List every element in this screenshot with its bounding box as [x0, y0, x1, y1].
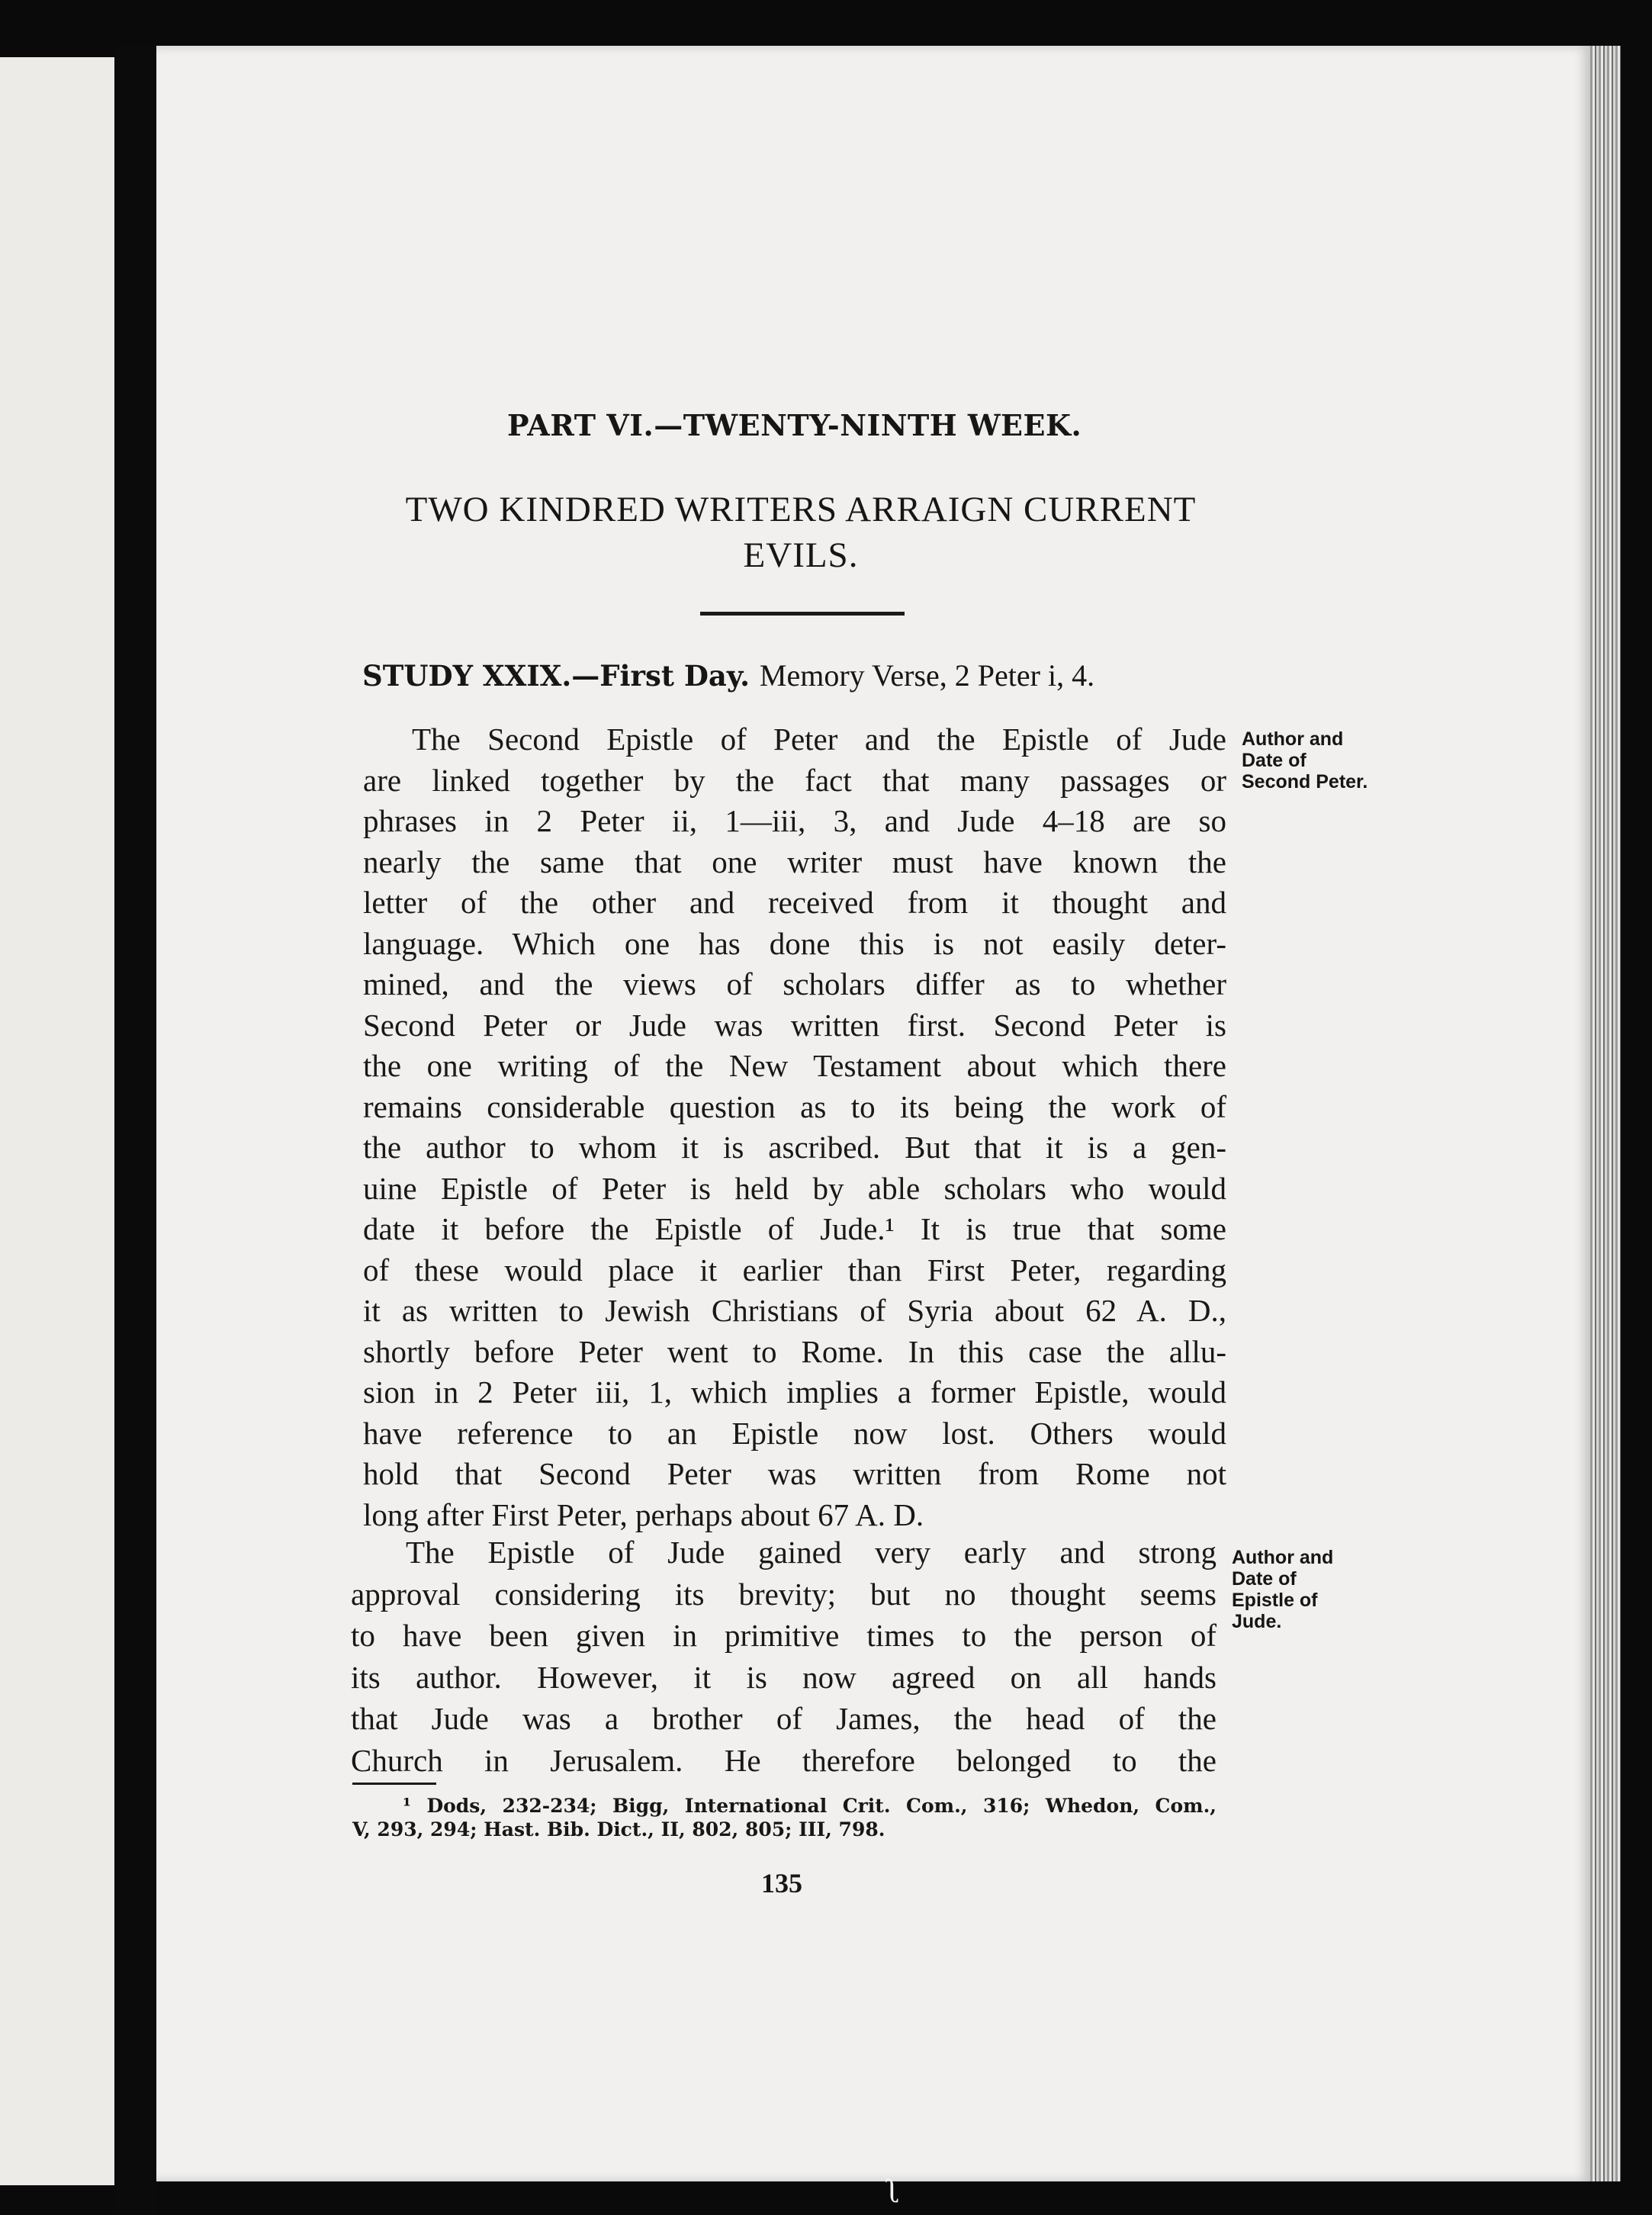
text-line: it as written to Jewish Christians of Syria about 62 A. D.,: [363, 1293, 1226, 1328]
text-line: Church in Jerusalem. He therefore belonged to the: [351, 1742, 1217, 1778]
text-line: of these would place it earlier than First Peter, regarding: [363, 1252, 1226, 1288]
text-line: have reference to an Epistle now lost. Others would: [363, 1415, 1226, 1451]
footnote-line: V, 293, 294; Hast. Bib. Dict., II, 802, 805; III, 798.: [352, 1818, 885, 1840]
text-line: that Jude was a brother of James, the head of the: [351, 1701, 1217, 1736]
margin-note-line: Epistle of: [1232, 1590, 1318, 1611]
text-line: Second Peter or Jude was written first. Second Peter is: [363, 1007, 1226, 1043]
text-line: language. Which one has done this is not easily deter-: [363, 925, 1226, 961]
memory-verse: Memory Verse, 2 Peter i, 4.: [759, 658, 1095, 693]
text-line: The Epistle of Jude gained very early and strong: [406, 1535, 1217, 1570]
book-gutter: [114, 46, 156, 2215]
text-line: mined, and the views of scholars differ as to whether: [363, 966, 1226, 1001]
margin-note-line: Author and: [1232, 1547, 1334, 1568]
text-line: date it before the Epistle of Jude.¹ It is true that some: [363, 1211, 1226, 1246]
text-line: The Second Epistle of Peter and the Epistle of Jude: [412, 722, 1226, 757]
chapter-title-line: TWO KINDRED WRITERS ARRAIGN CURRENT: [405, 490, 1197, 529]
scan-artifact-mark: ʅ: [886, 2172, 902, 2210]
margin-note-line: Jude.: [1232, 1611, 1282, 1632]
text-line: nearly the same that one writer must have known the: [363, 844, 1226, 879]
text-line: hold that Second Peter was written from Rome not: [363, 1456, 1226, 1491]
footnote-line: ¹ Dods, 232-234; Bigg, International Crit. Com., 316; Whedon, Com.,: [403, 1795, 1217, 1817]
margin-note: [1232, 1547, 1333, 1632]
text-line: are linked together by the fact that many passages or: [363, 762, 1226, 798]
text-line: long after First Peter, perhaps about 67 A. D.: [363, 1496, 924, 1532]
footnote-divider: [352, 1783, 436, 1785]
text-line: to have been given in primitive times to the person of: [351, 1618, 1217, 1653]
margin-note: [1242, 728, 1368, 792]
study-heading: [362, 657, 1224, 693]
margin-note-line: Second Peter.: [1242, 771, 1368, 792]
text-line: the one writing of the New Testament about which there: [363, 1048, 1226, 1083]
margin-note-line: Author and: [1242, 728, 1344, 750]
text-line: letter of the other and received from it thought and: [363, 885, 1226, 920]
text-line: approval considering its brevity; but no thought seems: [351, 1576, 1217, 1612]
text-line: shortly before Peter went to Rome. In this case the allu-: [363, 1333, 1226, 1369]
text-line: its author. However, it is now agreed on all hands: [351, 1659, 1217, 1695]
facing-page-edge: [0, 57, 114, 2185]
text-line: remains considerable question as to its being the work of: [363, 1088, 1226, 1124]
page-stack-edges: [1590, 46, 1621, 2181]
title-divider: [700, 612, 905, 616]
text-line: the author to whom it is ascribed. But that it is a gen-: [363, 1130, 1226, 1165]
text-line: sion in 2 Peter iii, 1, which implies a former Epistle, would: [363, 1374, 1226, 1410]
text-line: phrases in 2 Peter ii, 1—iii, 3, and Jude 4–18 are so: [363, 803, 1226, 838]
margin-note-line: Date of: [1242, 750, 1306, 771]
part-heading: PART VI.—TWENTY-NINTH WEEK.: [507, 408, 1082, 442]
study-label: STUDY XXIX.—First Day.: [362, 659, 750, 693]
chapter-title-line: EVILS.: [743, 535, 859, 575]
text-line: uine Epistle of Peter is held by able scholars who would: [363, 1170, 1226, 1206]
page-number: 135: [761, 1868, 802, 1898]
margin-note-line: Date of: [1232, 1568, 1297, 1590]
chapter-title: [366, 487, 1236, 578]
